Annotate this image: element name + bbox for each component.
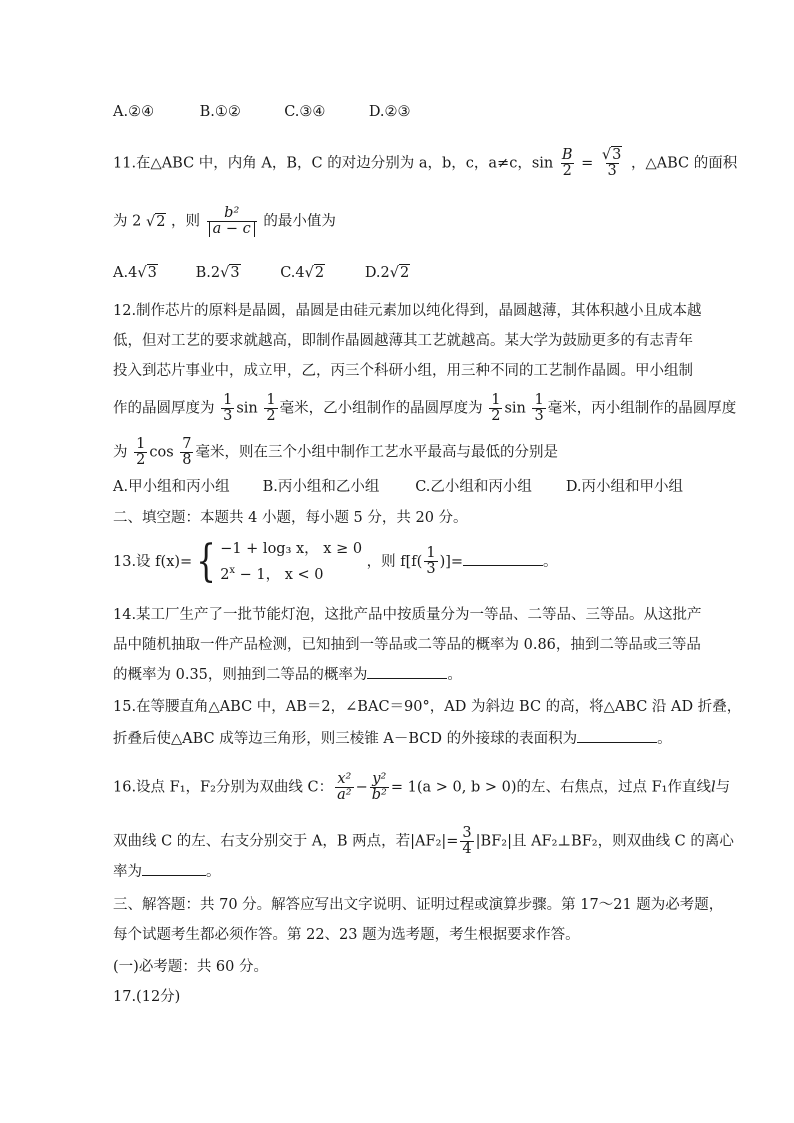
section-3-required: (一)必考题：共 60 分。 (113, 959, 268, 975)
q11-option-a-prefix: A.4 (113, 265, 138, 281)
q11-line-2 (113, 206, 336, 237)
q14-line-3 (113, 664, 462, 685)
q11-stem (113, 148, 737, 179)
q11-option-c: C.4√2 (280, 265, 325, 281)
q11-value-sqrt3: 3 (612, 147, 622, 163)
q12-f6-num: 7 (182, 436, 192, 452)
q11-line2-suffix: 的最小值为 (263, 213, 336, 230)
q14-line-1: 14.某工厂生产了一批节能灯泡，这批产品中按质量分为一等品、二等品、三等品。从这批产 (113, 607, 702, 623)
q13-case-1: −1 + log₃ x， x ≥ 0 (220, 541, 363, 557)
q12-fraction-2 (264, 393, 277, 424)
q11-target-abs: a − c (209, 221, 255, 237)
q12-f1-num: 1 (223, 392, 233, 408)
q12-fraction-3 (489, 393, 502, 424)
q12-line4-a: 作的晶圆厚度为 (113, 400, 215, 417)
q13-middle: ，则 f[f( (366, 553, 423, 570)
q16-a2: a² (337, 787, 352, 804)
q12-fraction-1 (221, 393, 234, 424)
q11-equals: = (581, 155, 594, 172)
section-3-line-1: 三、解答题：共 70 分。解答应写出文字说明、证明过程或演算步骤。第 17～21 题为必考题， (113, 897, 724, 913)
q12-line4-c: 毫米，丙小组制作的晶圆厚度 (547, 400, 737, 417)
q12-sin-1: sin (236, 400, 258, 417)
q16-f-num: 3 (462, 825, 472, 841)
q11-option-d-prefix: D.2 (364, 265, 390, 281)
q12-f6-den: 8 (182, 452, 192, 469)
q11-value-fraction (600, 148, 624, 179)
q12-fraction-6 (180, 437, 193, 468)
q12-line-5 (113, 437, 558, 468)
section-2-title: 二、填空题：本题共 4 小题，每小题 5 分，共 20 分。 (113, 510, 468, 526)
q12-f2-den: 2 (266, 408, 276, 425)
q11-option-b: B.2√3 (195, 265, 240, 281)
q11-options (113, 263, 410, 283)
q15-line-1: 15.在等腰直角△ABC 中，AB＝2，∠BAC＝90°，AD 为斜边 BC 的高，将△ABC 沿 AD 折叠， (113, 699, 742, 715)
q16-x-fraction (335, 772, 353, 803)
q12-line5-a: 为 (113, 444, 128, 461)
q12-sin-2: sin (504, 400, 526, 417)
q16-line1-a: 16.设点 F₁，F₂分别为双曲线 C： (113, 779, 334, 796)
q12-option-d: D.丙小组和甲小组 (565, 479, 684, 495)
q12-fraction-4 (532, 393, 545, 424)
q11-option-a-radicand: 3 (147, 265, 157, 281)
q13-f-num: 1 (426, 545, 436, 562)
q12-f1-den: 3 (223, 408, 233, 425)
q12-line-1: 12.制作芯片的原料是晶圆，晶圆是由硅元素加以纯化得到，晶圆越薄，其体积越小且成本越 (113, 303, 702, 319)
q12-cos: cos (149, 444, 174, 461)
q16-line-l: l (710, 779, 716, 796)
q16-f-den: 4 (462, 841, 472, 858)
q14-answer-blank[interactable] (367, 664, 447, 679)
q16-answer-blank[interactable] (142, 861, 206, 876)
q13-fraction (424, 546, 437, 577)
q16-line-3 (113, 861, 221, 882)
q16-line-2 (113, 826, 734, 857)
q16-line3-b: 。 (206, 864, 221, 880)
q13-case2-exp: x (229, 565, 236, 576)
q11-value-num: √3 (601, 147, 622, 163)
q11-option-c-radicand: 2 (314, 265, 325, 281)
q12-options (113, 477, 683, 497)
q15-answer-blank[interactable] (577, 728, 657, 743)
q13-case2-rest: − 1， x < 0 (235, 566, 324, 583)
q16-y-fraction (370, 772, 389, 803)
q11-option-b-radicand: 3 (230, 265, 240, 281)
q16-line1-b: 的左、右焦点，过点 F₁作直线 (516, 779, 711, 796)
q11-line2-mid: ，则 (171, 213, 201, 230)
q11-text-2: ，△ABC 的面积 (630, 155, 738, 172)
q10-option-d: D.②③ (368, 104, 411, 120)
q13 (113, 535, 558, 587)
q16-line3-a: 率为 (113, 864, 142, 880)
q13-brace: { (196, 535, 216, 587)
q12-f5-num: 1 (136, 436, 146, 452)
q16-b2: b² (371, 787, 387, 804)
q11-option-a: A.4√3 (113, 265, 157, 281)
q11-line2-prefix: 为 2 (113, 213, 142, 230)
q12-line-2: 低，但对工艺的要求就越高，即制作晶圆越薄其工艺就越高。某大学为鼓励更多的有志青年 (113, 333, 693, 349)
q13-case-2 (220, 560, 362, 586)
q12-line-4 (113, 393, 736, 424)
q12-option-a: A.甲小组和丙小组 (113, 479, 230, 495)
q14-line3-a: 的概率为 0.35，则抽到二等品的概率为 (113, 667, 368, 683)
q11-target-fraction (207, 206, 257, 237)
q12-f4-num: 1 (534, 392, 544, 408)
q12-line5-b: 毫米，则在三个小组中制作工艺水平最高与最低的分别是 (195, 444, 558, 461)
q13-prefix: 13.设 f(x)= (113, 553, 193, 570)
q16-condition: = 1(a > 0, b > 0) (390, 779, 517, 796)
q12-option-c: C.乙小组和丙小组 (415, 479, 532, 495)
q16-minus: − (355, 779, 368, 796)
q14-line3-b: 。 (447, 667, 462, 683)
q13-suffix-a: )]= (439, 553, 464, 570)
q12-line-3: 投入到芯片事业中，成立甲，乙，丙三个科研小组，用三种不同的工艺制作晶圆。甲小组制 (113, 363, 693, 379)
q13-suffix-b: 。 (543, 553, 558, 570)
q16-y2: y² (372, 771, 387, 787)
q10-option-b: B.①② (199, 104, 241, 120)
q13-case2-base: 2 (220, 566, 230, 583)
q12-f2-num: 1 (266, 392, 276, 408)
q12-line4-b: 毫米，乙小组制作的晶圆厚度为 (279, 400, 483, 417)
section-3-line-2: 每个试题考生都必须作答。第 22、23 题为选考题，考生根据要求作答。 (113, 927, 580, 943)
q15-line2-a: 折叠后使△ABC 成等边三角形，则三棱锥 A－BCD 的外接球的表面积为 (113, 731, 578, 747)
q12-f3-den: 2 (491, 408, 501, 425)
q10-options (113, 102, 411, 122)
q13-cases (220, 538, 362, 586)
q11-option-c-prefix: C.4 (280, 265, 305, 281)
q11-value-den: 3 (607, 163, 617, 180)
q11-text-1: 11.在△ABC 中，内角 A，B，C 的对边分别为 a，b，c，a≠c，sin (113, 155, 554, 172)
q11-option-b-prefix: B.2 (195, 265, 221, 281)
q12-option-b: B.丙小组和乙小组 (262, 479, 380, 495)
q10-option-a: A.②④ (113, 104, 155, 120)
q12-fraction-5 (134, 437, 147, 468)
q13-f-den: 3 (426, 561, 436, 578)
q12-f3-num: 1 (491, 392, 501, 408)
q16-ratio-fraction (460, 826, 473, 857)
q12-f5-den: 2 (136, 452, 146, 469)
q14-line-2: 品中随机抽取一件产品检测，已知抽到一等品或二等品的概率为 0.86，抽到二等品或三等品 (113, 637, 701, 653)
q16-line1-c: 与 (715, 779, 731, 796)
q12-f4-den: 3 (534, 408, 544, 425)
q16-line2-a: 双曲线 C 的左、右支分别交于 A，B 两点，若|AF₂|= (113, 833, 459, 850)
q15-line-2 (113, 728, 672, 749)
q11-option-d: D.2√2 (364, 265, 410, 281)
q15-line2-b: 。 (657, 731, 672, 747)
q17-title: 17.(12分) (113, 989, 181, 1005)
q13-answer-blank[interactable] (463, 551, 543, 566)
q11-target-den (207, 221, 257, 237)
q11-sin-num: B (561, 147, 573, 163)
q16-line2-b: |BF₂|且 AF₂⊥BF₂，则双曲线 C 的离心 (475, 833, 734, 850)
q11-line2-sqrt: √2 (145, 213, 166, 230)
q11-option-d-radicand: 2 (400, 265, 410, 281)
q10-option-c: C.③④ (284, 104, 326, 120)
q11-target-num: b² (224, 205, 240, 221)
q11-sin-fraction (560, 148, 575, 179)
q11-sin-den: 2 (562, 163, 572, 180)
q11-line2-radicand: 2 (156, 213, 166, 230)
q16-x2: x² (337, 771, 352, 787)
q16-line-1 (113, 772, 730, 803)
